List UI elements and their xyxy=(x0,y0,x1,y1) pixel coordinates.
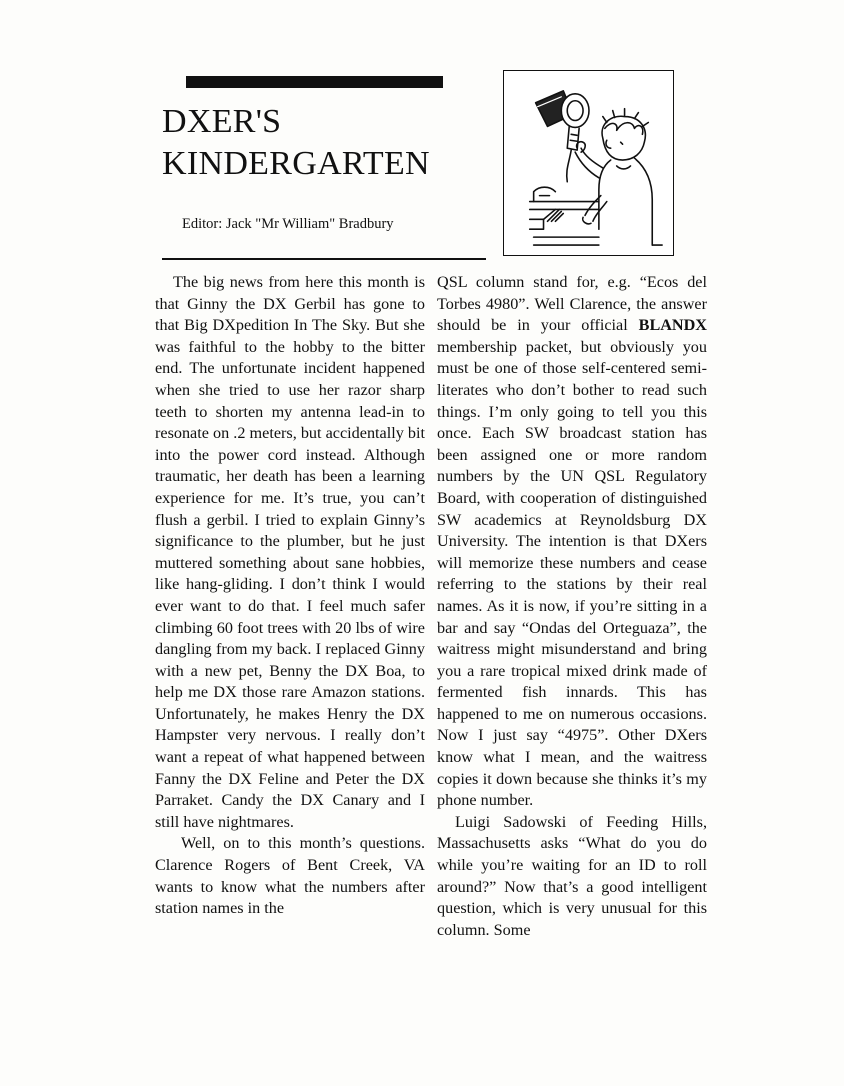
column-title xyxy=(162,101,430,185)
qsl-answer-text-1: QSL column stand for, e.g. “Ecos del Torbes 4980”. Well Clarence, the answer should be in your official xyxy=(437,273,707,335)
article-column-2 xyxy=(437,272,707,941)
paragraph-qsl-answer xyxy=(437,272,707,812)
article-column-1 xyxy=(155,272,425,920)
header-bar xyxy=(186,76,443,88)
header-rule xyxy=(162,258,486,260)
blandx-bold: BLANDX xyxy=(638,316,707,335)
paragraph-pets: The big news from here this month is that Ginny the DX Gerbil has gone to that Big DXpedition In The Sky. But she was faithful to the hobby to the bitter end. The unfortunate incident happened when she tried to use her razor sharp teeth to shorten my antenna lead-in to resonate on .2 meters, but accidentally bit into the power cord instead. Although traumatic, her death has been a learning experience for me. It’s true, you can’t flush a gerbil. I tried to explain Ginny’s significance to the plumber, but he just muttered something about sane hobbies, like hang-gliding. I don’t think I would ever want to do that. I feel much safer climbing 60 foot trees with 20 lbs of wire dangling from my back. I replaced Ginny with a new pet, Benny the DX Boa, to help me DX those rare Amazon stations. Unfortunately, he makes Henry the DX Hampster very nervous. I really don’t want a repeat of what happened between Fanny the DX Feline and Peter the DX Parraket. Candy the DX Canary and I still have nightmares. xyxy=(155,273,425,831)
paragraph-questions-intro: Well, on to this month’s questions. Clarence Rogers of Bent Creek, VA wants to know what the numbers after station names in the xyxy=(155,834,425,918)
title-line-1: DXER'S xyxy=(162,103,282,140)
child-with-hair-dryer-icon xyxy=(503,70,674,256)
title-line-2: KINDERGARTEN xyxy=(162,145,430,182)
qsl-answer-text-2: membership packet, but obviously you must be one of those self-centered semi-literates who don’t bother to read such things. I’m only going to tell you this once. Each SW broadcast station has been assigned one or more random numbers by the UN QSL Regulatory Board, with cooperation of distinguished SW academics at Reynoldsburg DX University. The intention is that DXers will memorize these numbers and cease referring to the stations by their real names. As it is now, if you’re sitting in a bar and say “Ondas del Orteguaza”, the waitress might misunderstand and bring you a rare tropical mixed drink made of fermented fish innards. This has happened to me on numerous occasions. Now I just say “4975”. Other DXers know what I mean, and the waitress copies it down because she thinks it’s my phone number. xyxy=(437,337,707,810)
editor-credit: Editor: Jack "Mr William" Bradbury xyxy=(182,216,394,232)
paragraph-luigi-question: Luigi Sadowski of Feeding Hills, Massachusetts asks “What do you do while you’re waiting for an ID to roll around?” Now that’s a good intelligent question, which is very unusual for this column. Some xyxy=(437,812,707,939)
